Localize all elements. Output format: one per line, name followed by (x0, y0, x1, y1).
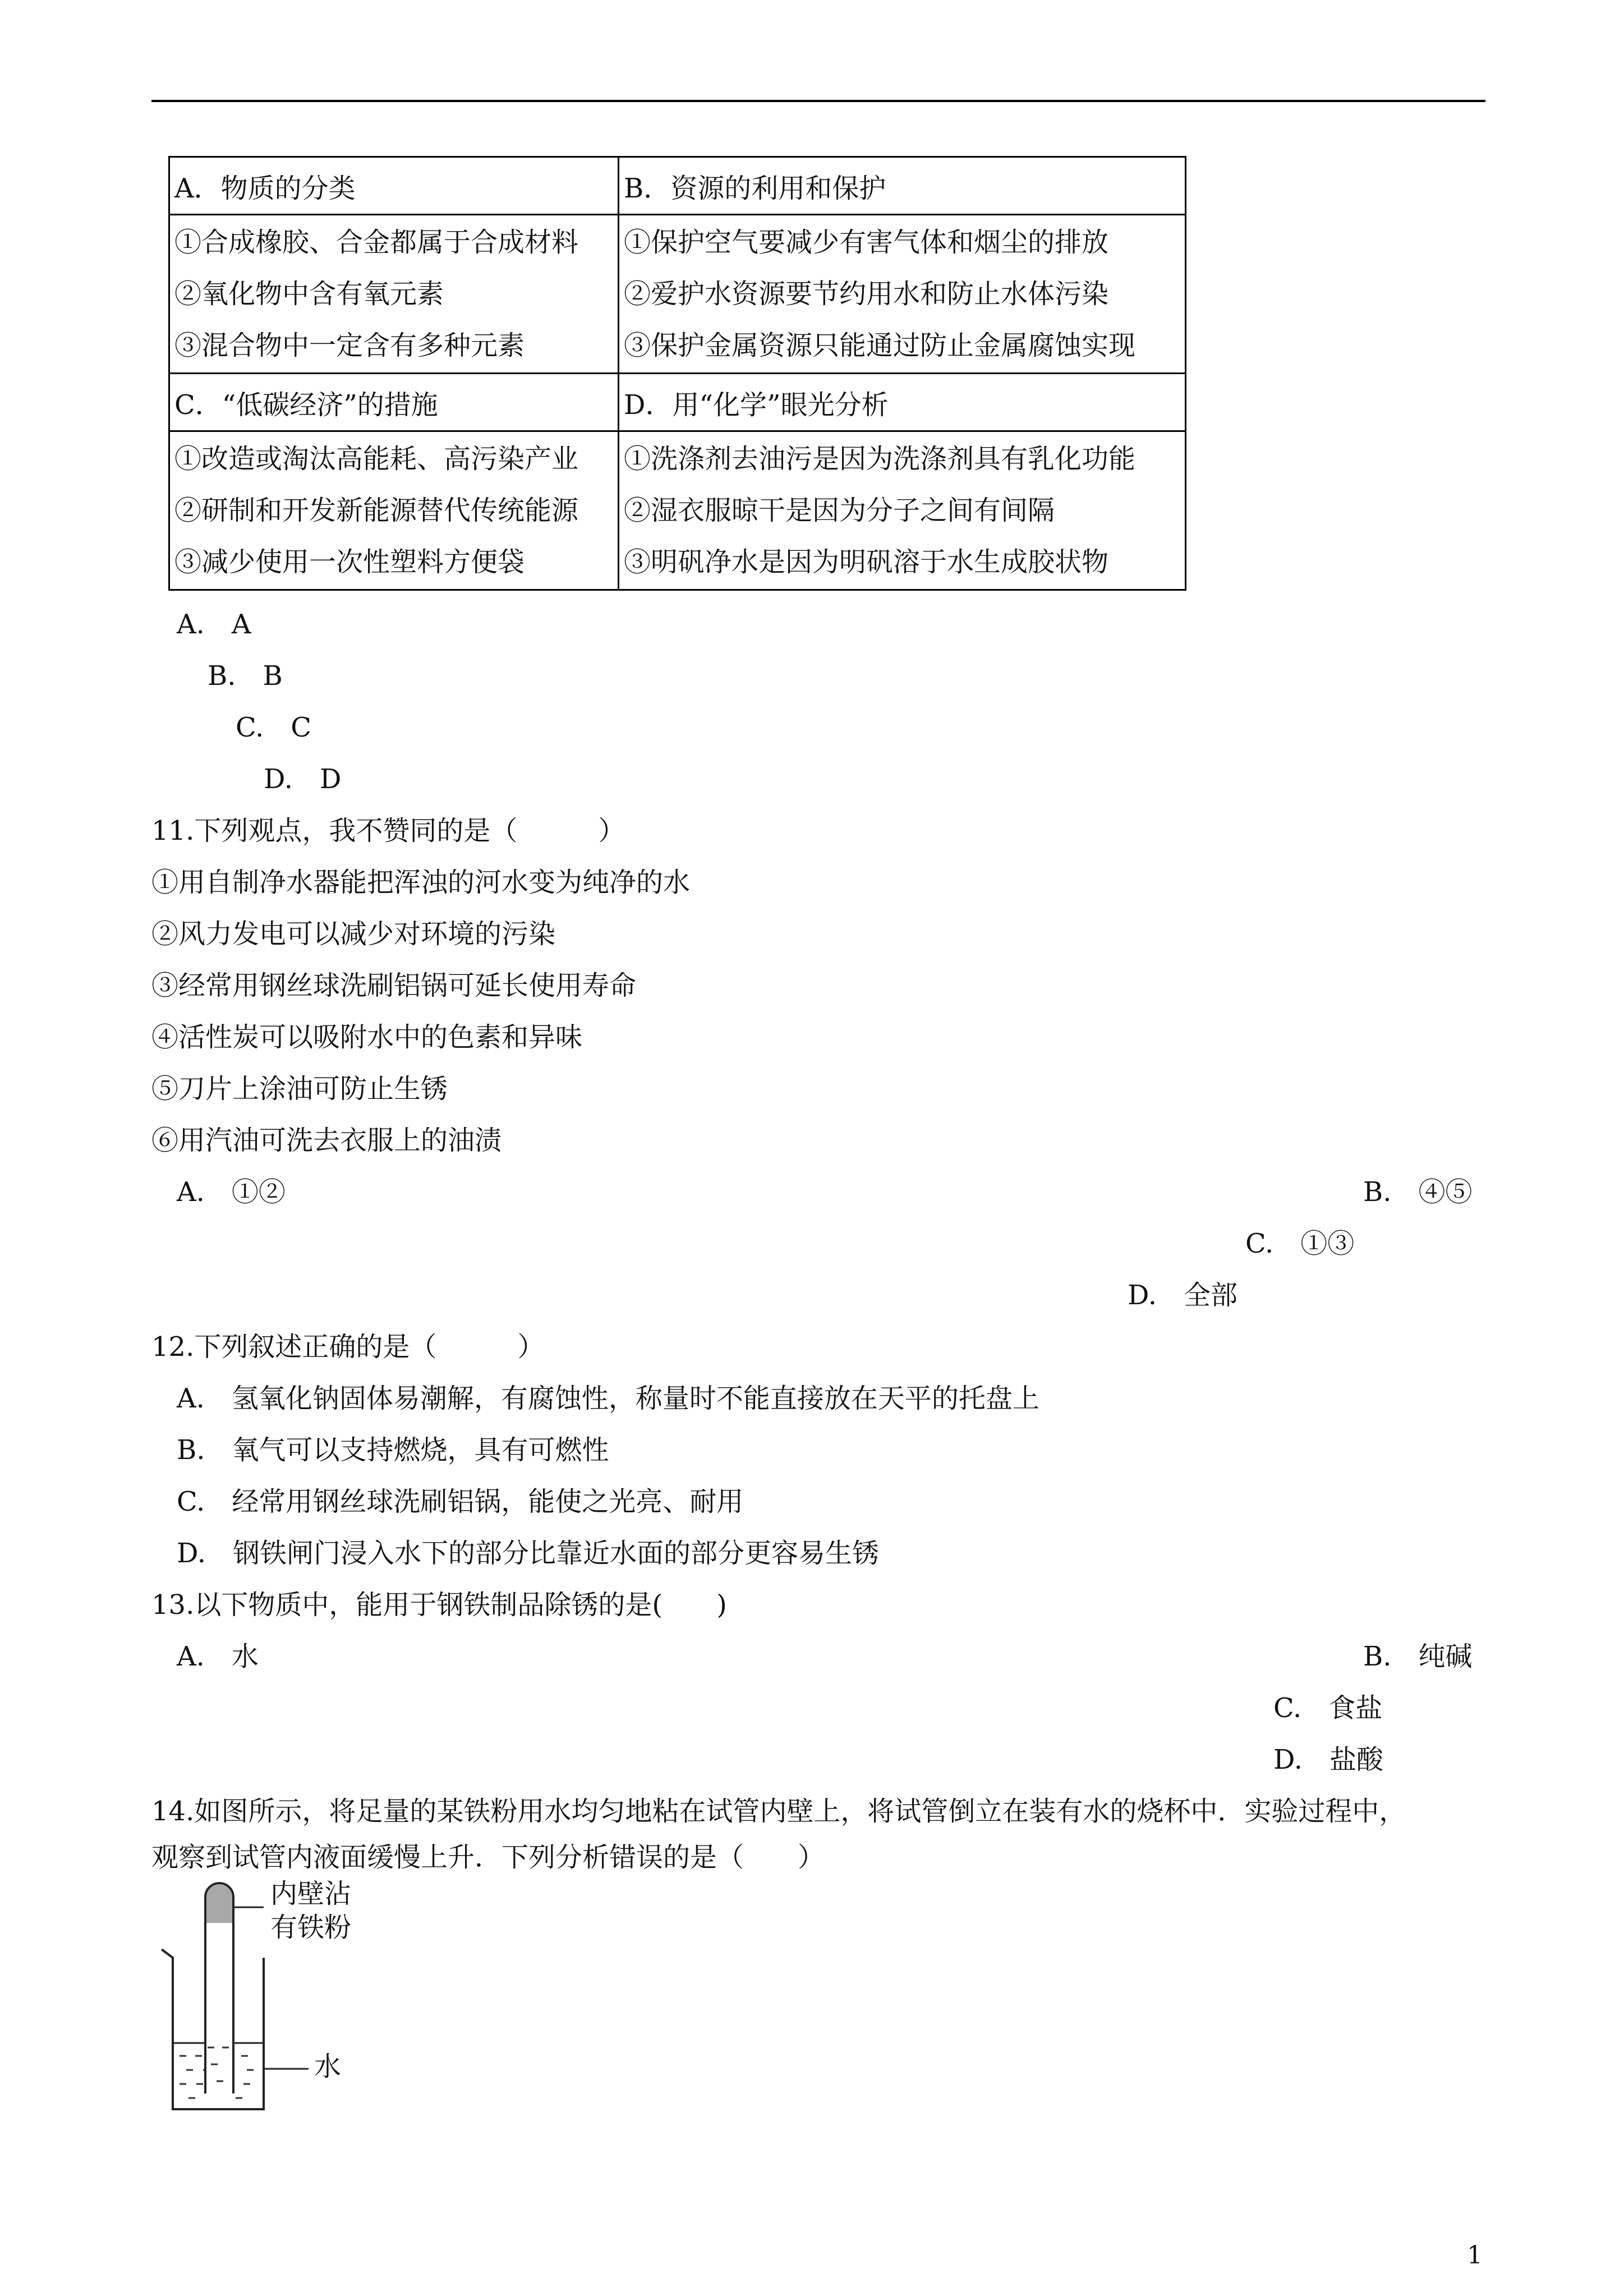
table-item: ③减少使用一次性塑料方便袋 (174, 546, 525, 578)
q12-option-b[interactable]: B. 氧气可以支持燃烧，具有可燃性 (177, 1434, 609, 1466)
table-item: ①保护空气要减少有害气体和烟尘的排放 (624, 227, 1109, 258)
q11-option-d[interactable]: D. 全部 (1128, 1280, 1238, 1311)
figure-label-iron-powder-1: 内壁沾 (270, 1878, 352, 1910)
q10-option-c[interactable]: C. C (236, 712, 312, 743)
q10-option-b[interactable]: B. B (208, 660, 283, 692)
q14-stem-line1: 14.如图所示，将足量的某铁粉用水均匀地粘在试管内壁上，将试管倒立在装有水的烧杯中．实验过程中， (151, 1796, 1406, 1827)
q13-stem: 13.以下物质中，能用于钢铁制品除锈的是( ) (151, 1589, 727, 1621)
q12-option-d[interactable]: D. 钢铁闸门浸入水下的部分比靠近水面的部分更容易生锈 (177, 1538, 880, 1569)
q13-option-d[interactable]: D. 盐酸 (1273, 1744, 1384, 1775)
q11-item: ⑥用汽油可洗去衣服上的油渍 (151, 1125, 502, 1156)
q11-item: ④活性炭可以吸附水中的色素和异味 (151, 1022, 583, 1053)
q11-item: ⑤刀片上涂油可防止生锈 (151, 1073, 448, 1105)
comparison-table (168, 156, 1186, 591)
q10-option-a[interactable]: A. A (177, 609, 251, 640)
figure-label-iron-powder-2: 有铁粉 (270, 1912, 352, 1943)
q10-option-d[interactable]: D. D (264, 763, 342, 795)
q12-stem: 12.下列叙述正确的是（ ） (151, 1331, 545, 1363)
table-item: ②氧化物中含有氧元素 (174, 278, 444, 310)
q11-option-b[interactable]: B. ④⑤ (1363, 1176, 1473, 1208)
table-cell-head-a: A．物质的分类 (169, 157, 619, 215)
table-item: ②湿衣服晾干是因为分子之间有间隔 (624, 495, 1055, 526)
q13-option-c[interactable]: C. 食盐 (1273, 1692, 1383, 1724)
experiment-figure (151, 1879, 398, 2115)
q11-option-a[interactable]: A. ①② (177, 1176, 286, 1208)
header-rule (151, 100, 1485, 102)
page-number: 1 (1467, 2241, 1483, 2270)
q11-item: ②风力发电可以减少对环境的污染 (151, 918, 556, 950)
figure-label-water: 水 (314, 2051, 342, 2082)
table-cell-head-b: B．资源的利用和保护 (619, 157, 1186, 215)
table-item: ③混合物中一定含有多种元素 (174, 330, 525, 361)
q13-option-b[interactable]: B. 纯碱 (1363, 1641, 1473, 1672)
table-item: ③保护金属资源只能通过防止金属腐蚀实现 (624, 330, 1136, 361)
table-cell-body-b (619, 215, 1186, 374)
q11-item: ①用自制净水器能把浑浊的河水变为纯净的水 (151, 867, 691, 898)
q13-option-a[interactable]: A. 水 (177, 1641, 259, 1672)
q14-stem-line2: 观察到试管内液面缓慢上升．下列分析错误的是（ ） (151, 1842, 825, 1873)
table-cell-body-c (169, 431, 619, 590)
q11-stem: 11.下列观点，我不赞同的是（ ） (151, 815, 625, 846)
table-item: ①改造或淘汰高能耗、高污染产业 (174, 443, 579, 475)
table-cell-body-a (169, 215, 619, 374)
table-item: ②研制和开发新能源替代传统能源 (174, 495, 579, 526)
q12-option-c[interactable]: C. 经常用钢丝球洗刷铝锅，能使之光亮、耐用 (177, 1486, 744, 1517)
q11-item: ③经常用钢丝球洗刷铝锅可延长使用寿命 (151, 970, 637, 1001)
table-item: ①洗涤剂去油污是因为洗涤剂具有乳化功能 (624, 443, 1136, 475)
q12-option-a[interactable]: A. 氢氧化钠固体易潮解，有腐蚀性，称量时不能直接放在天平的托盘上 (177, 1383, 1039, 1414)
table-cell-head-d: D．用“化学”眼光分析 (619, 374, 1186, 431)
table-item: ①合成橡胶、合金都属于合成材料 (174, 227, 579, 258)
table-item: ③明矾净水是因为明矾溶于水生成胶状物 (624, 546, 1109, 578)
table-cell-head-c: C．“低碳经济”的措施 (169, 374, 619, 431)
q11-option-c[interactable]: C. ①③ (1245, 1228, 1355, 1259)
table-cell-body-d (619, 431, 1186, 590)
table-item: ②爱护水资源要节约用水和防止水体污染 (624, 278, 1109, 310)
